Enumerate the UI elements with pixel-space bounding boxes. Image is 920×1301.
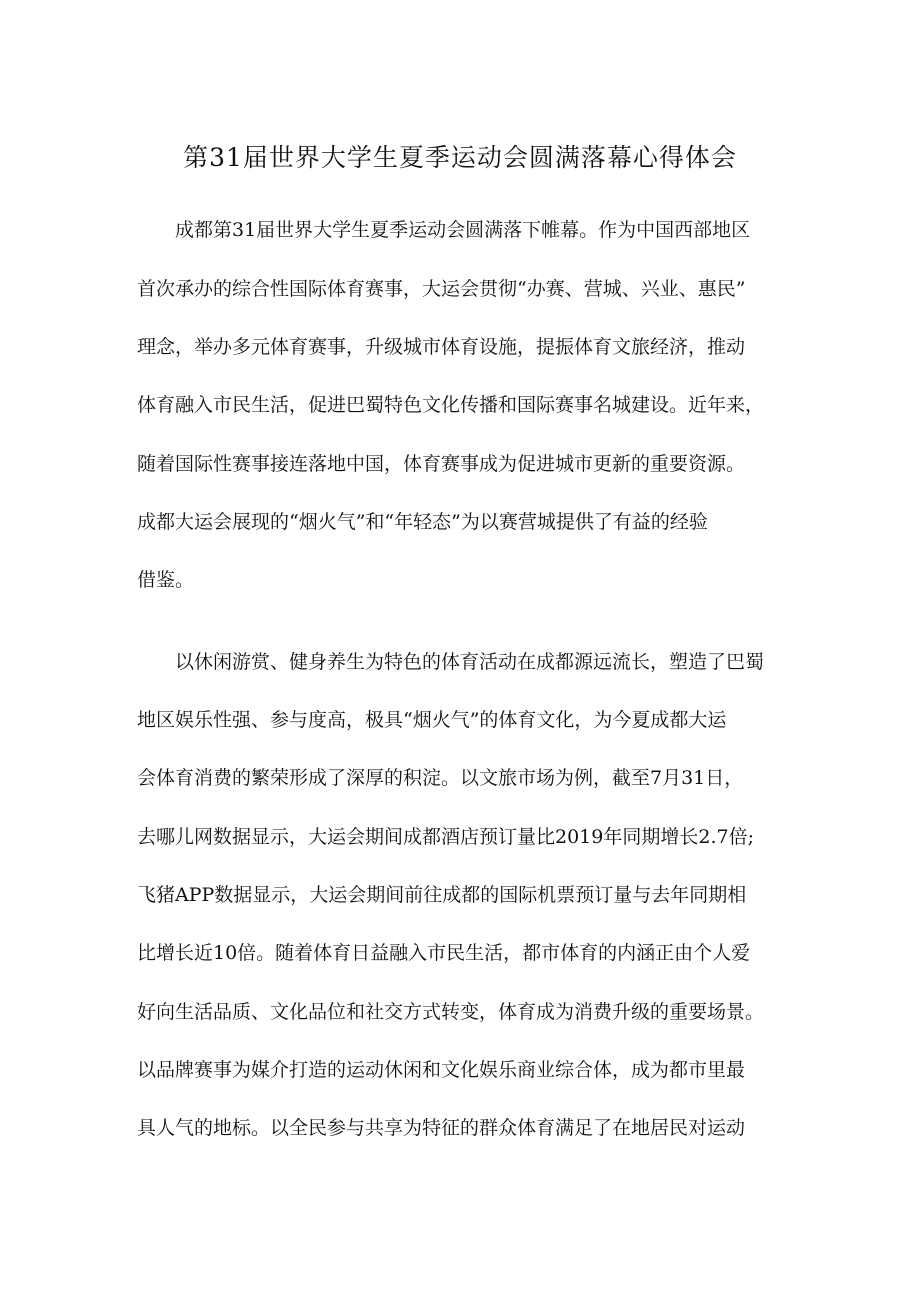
paragraph-line: 飞猪APP数据显示，大运会期间前往成都的国际机票预订量与去年同期相 — [137, 884, 747, 906]
paragraph-line: 比增长近10倍。随着体育日益融入市民生活，都市体育的内涵正由个人爱 — [137, 942, 751, 964]
paragraph-line: 首次承办的综合性国际体育赛事，大运会贯彻“办赛、营城、兴业、惠民” — [137, 278, 746, 300]
paragraph-line: 成都大运会展现的“烟火气”和“年轻态”为以赛营城提供了有益的经验 — [137, 511, 708, 533]
paragraph-line: 体育融入市民生活，促进巴蜀特色文化传播和国际赛事名城建设。近年来， — [137, 394, 765, 416]
paragraph-line: 好向生活品质、文化品位和社交方式转变，体育成为消费升级的重要场景。 — [137, 1001, 765, 1023]
paragraph-line: 去哪儿网数据显示，大运会期间成都酒店预订量比2019年同期增长2.7倍; — [137, 826, 754, 848]
paragraph-line: 以品牌赛事为媒介打造的运动休闲和文化娱乐商业综合体，成为都市里最 — [137, 1059, 746, 1081]
paragraph-line: 会体育消费的繁荣形成了深厚的积淀。以文旅市场为例，截至7月31日， — [137, 767, 744, 789]
paragraph-line: 随着国际性赛事接连落地中国，体育赛事成为促进城市更新的重要资源。 — [137, 453, 746, 475]
paragraph-line: 以休闲游赏、健身养生为特色的体育活动在成都源远流长，塑造了巴蜀 — [175, 651, 765, 673]
paragraph-line: 理念，举办多元体育赛事，升级城市体育设施，提振体育文旅经济，推动 — [137, 336, 746, 358]
paragraph-line: 地区娱乐性强、参与度高，极具“烟火气”的体育文化，为今夏成都大运 — [137, 709, 727, 731]
paragraph-line: 具人气的地标。以全民参与共享为特征的群众体育满足了在地居民对运动 — [137, 1117, 746, 1139]
paragraph-line: 成都第31届世界大学生夏季运动会圆满落下帷幕。作为中国西部地区 — [175, 219, 751, 241]
document-title: 第31届世界大学生夏季运动会圆满落幕心得体会 — [183, 143, 737, 172]
paragraph-line: 借鉴。 — [137, 569, 195, 591]
